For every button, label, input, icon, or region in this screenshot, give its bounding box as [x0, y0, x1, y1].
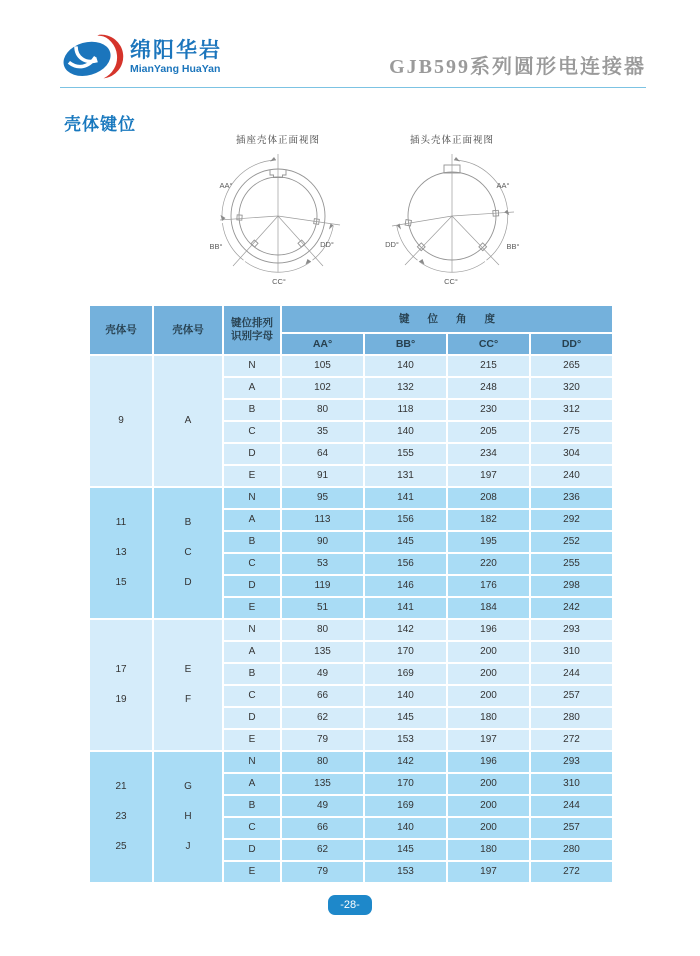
angle-value-cell: 140 — [364, 355, 447, 377]
angle-value-cell: 205 — [447, 421, 530, 443]
angle-value-cell: 80 — [281, 399, 364, 421]
key-position-table — [88, 304, 614, 884]
shell-number-cell — [89, 751, 153, 883]
angle-value-cell: 80 — [281, 751, 364, 773]
angle-value-cell: 272 — [530, 861, 613, 883]
key-letter-cell: E — [223, 861, 281, 883]
angle-value-cell: 310 — [530, 773, 613, 795]
stack-item: B — [184, 517, 192, 528]
angle-value-cell: 169 — [364, 663, 447, 685]
angle-value-cell: 255 — [530, 553, 613, 575]
angle-value-cell: 79 — [281, 729, 364, 751]
angle-value-cell: 62 — [281, 707, 364, 729]
angle-value-cell: 91 — [281, 465, 364, 487]
header-key-arrangement — [223, 305, 281, 355]
angle-value-cell: 280 — [530, 707, 613, 729]
table-row — [89, 751, 613, 773]
header-key-arrangement-line1: 键位排列 — [231, 317, 273, 329]
angle-value-cell: 180 — [447, 707, 530, 729]
key-letter-cell: D — [223, 575, 281, 597]
key-table-body — [89, 355, 613, 883]
angle-value-cell: 320 — [530, 377, 613, 399]
angle-value-cell: 146 — [364, 575, 447, 597]
section-title: 壳体键位 — [64, 115, 136, 134]
angle-value-cell: 155 — [364, 443, 447, 465]
angle-value-cell: 119 — [281, 575, 364, 597]
angle-value-cell: 280 — [530, 839, 613, 861]
angle-value-cell: 49 — [281, 663, 364, 685]
angle-value-cell: 49 — [281, 795, 364, 817]
stack-item: 25 — [115, 841, 127, 852]
angle-value-cell: 252 — [530, 531, 613, 553]
key-letter-cell: C — [223, 553, 281, 575]
key-letter-cell: D — [223, 839, 281, 861]
key-letter-cell: N — [223, 487, 281, 509]
company-logo-icon — [60, 32, 124, 82]
key-position-table-wrap — [88, 304, 614, 884]
key-letter-cell: E — [223, 465, 281, 487]
angle-value-cell: 142 — [364, 751, 447, 773]
angle-value-cell: 131 — [364, 465, 447, 487]
angle-value-cell: 257 — [530, 817, 613, 839]
stack-item: 17 — [115, 664, 127, 675]
angle-value-cell: 53 — [281, 553, 364, 575]
angle-value-cell: 66 — [281, 685, 364, 707]
angle-value-cell: 105 — [281, 355, 364, 377]
logo-text — [130, 39, 222, 76]
angle-value-cell: 169 — [364, 795, 447, 817]
angle-value-cell: 135 — [281, 641, 364, 663]
angle-value-cell: 182 — [447, 509, 530, 531]
angle-value-cell: 145 — [364, 707, 447, 729]
angle-value-cell: 145 — [364, 839, 447, 861]
header-shell-number-1: 壳体号 — [89, 305, 153, 355]
document-title: GJB599系列圆形电连接器 — [389, 56, 646, 78]
angle-value-cell: 200 — [447, 685, 530, 707]
angle-value-cell: 79 — [281, 861, 364, 883]
socket-figure-caption: 插座壳体正面视图 — [235, 135, 320, 146]
angle-value-cell: 132 — [364, 377, 447, 399]
plug-angle-dd-label: DD° — [385, 240, 399, 249]
shell-letter-cell — [153, 355, 223, 487]
angle-value-cell: 176 — [447, 575, 530, 597]
angle-value-cell: 197 — [447, 861, 530, 883]
stack-item: 13 — [115, 547, 127, 558]
key-letter-cell: E — [223, 729, 281, 751]
stack-item: J — [185, 841, 191, 852]
key-letter-cell: A — [223, 377, 281, 399]
angle-value-cell: 156 — [364, 553, 447, 575]
angle-value-cell: 51 — [281, 597, 364, 619]
stack-item: 19 — [115, 694, 127, 705]
angle-value-cell: 141 — [364, 487, 447, 509]
key-letter-cell: D — [223, 707, 281, 729]
key-letter-cell: N — [223, 355, 281, 377]
page-header — [60, 28, 646, 88]
angle-value-cell: 180 — [447, 839, 530, 861]
figures-row — [198, 132, 532, 294]
angle-value-cell: 95 — [281, 487, 364, 509]
key-letter-cell: B — [223, 663, 281, 685]
angle-value-cell: 244 — [530, 663, 613, 685]
angle-value-cell: 200 — [447, 795, 530, 817]
socket-angle-aa-label: AA° — [219, 181, 233, 190]
angle-value-cell: 196 — [447, 751, 530, 773]
angle-value-cell: 265 — [530, 355, 613, 377]
angle-value-cell: 304 — [530, 443, 613, 465]
angle-value-cell: 141 — [364, 597, 447, 619]
header-key-arrangement-line2: 识别字母 — [231, 330, 273, 342]
stack-item: 15 — [115, 577, 127, 588]
stack-item: H — [184, 811, 192, 822]
key-letter-cell: N — [223, 619, 281, 641]
angle-value-cell: 298 — [530, 575, 613, 597]
angle-value-cell: 215 — [447, 355, 530, 377]
key-letter-cell: B — [223, 531, 281, 553]
key-letter-cell: A — [223, 773, 281, 795]
header-angle-cc: CC° — [447, 333, 530, 355]
stack-item: C — [184, 547, 192, 558]
angle-value-cell: 220 — [447, 553, 530, 575]
key-letter-cell: E — [223, 597, 281, 619]
angle-value-cell: 145 — [364, 531, 447, 553]
angle-value-cell: 236 — [530, 487, 613, 509]
angle-value-cell: 292 — [530, 509, 613, 531]
plug-angle-aa-label: AA° — [496, 181, 510, 190]
angle-value-cell: 156 — [364, 509, 447, 531]
angle-value-cell: 208 — [447, 487, 530, 509]
angle-value-cell: 272 — [530, 729, 613, 751]
socket-figure — [198, 132, 358, 294]
angle-value-cell: 293 — [530, 619, 613, 641]
angle-value-cell: 66 — [281, 817, 364, 839]
angle-value-cell: 153 — [364, 861, 447, 883]
angle-value-cell: 200 — [447, 663, 530, 685]
angle-value-cell: 170 — [364, 773, 447, 795]
shell-letter-cell — [153, 751, 223, 883]
stack-item: 11 — [115, 517, 127, 528]
angle-value-cell: 240 — [530, 465, 613, 487]
key-letter-cell: A — [223, 509, 281, 531]
angle-value-cell: 140 — [364, 685, 447, 707]
logo-chinese-name: 绵阳华岩 — [130, 38, 222, 62]
shell-letter-cell — [153, 619, 223, 751]
header-angle-aa: AA° — [281, 333, 364, 355]
angle-value-cell: 200 — [447, 641, 530, 663]
angle-value-cell: 90 — [281, 531, 364, 553]
angle-value-cell: 80 — [281, 619, 364, 641]
stack-item: A — [184, 415, 192, 426]
company-logo — [60, 32, 222, 82]
angle-value-cell: 35 — [281, 421, 364, 443]
angle-value-cell: 197 — [447, 465, 530, 487]
table-row — [89, 487, 613, 509]
angle-value-cell: 140 — [364, 421, 447, 443]
key-letter-cell: B — [223, 399, 281, 421]
angle-value-cell: 153 — [364, 729, 447, 751]
angle-value-cell: 184 — [447, 597, 530, 619]
key-letter-cell: C — [223, 817, 281, 839]
angle-value-cell: 293 — [530, 751, 613, 773]
angle-value-cell: 195 — [447, 531, 530, 553]
plug-figure — [372, 132, 532, 294]
angle-value-cell: 312 — [530, 399, 613, 421]
shell-number-cell — [89, 487, 153, 619]
table-row — [89, 355, 613, 377]
plug-angle-bb-label: BB° — [506, 242, 520, 251]
socket-front-view-diagram — [202, 146, 354, 294]
header-angle-dd: DD° — [530, 333, 613, 355]
header-shell-number-2: 壳体号 — [153, 305, 223, 355]
socket-angle-bb-label: BB° — [209, 242, 223, 251]
stack-item: 23 — [115, 811, 127, 822]
plug-front-view-diagram — [376, 146, 528, 294]
stack-item: G — [184, 781, 192, 792]
angle-value-cell: 142 — [364, 619, 447, 641]
angle-value-cell: 242 — [530, 597, 613, 619]
key-letter-cell: B — [223, 795, 281, 817]
header-angle-bb: BB° — [364, 333, 447, 355]
key-letter-cell: C — [223, 421, 281, 443]
angle-value-cell: 64 — [281, 443, 364, 465]
angle-value-cell: 118 — [364, 399, 447, 421]
angle-value-cell: 135 — [281, 773, 364, 795]
key-letter-cell: A — [223, 641, 281, 663]
angle-value-cell: 102 — [281, 377, 364, 399]
stack-item: F — [184, 694, 192, 705]
plug-figure-caption: 插头壳体正面视图 — [409, 135, 494, 146]
angle-value-cell: 62 — [281, 839, 364, 861]
key-letter-cell: D — [223, 443, 281, 465]
angle-value-cell: 234 — [447, 443, 530, 465]
angle-value-cell: 230 — [447, 399, 530, 421]
angle-value-cell: 140 — [364, 817, 447, 839]
page-number-badge: -28- — [328, 895, 372, 915]
angle-value-cell: 275 — [530, 421, 613, 443]
angle-value-cell: 244 — [530, 795, 613, 817]
key-letter-cell: C — [223, 685, 281, 707]
stack-item: 21 — [115, 781, 127, 792]
stack-item: 9 — [118, 415, 124, 426]
angle-value-cell: 248 — [447, 377, 530, 399]
socket-angle-cc-label: CC° — [272, 277, 286, 286]
table-row — [89, 619, 613, 641]
angle-value-cell: 113 — [281, 509, 364, 531]
angle-value-cell: 200 — [447, 817, 530, 839]
stack-item: E — [184, 664, 192, 675]
socket-angle-dd-label: DD° — [320, 240, 334, 249]
stack-item: D — [184, 577, 192, 588]
table-header — [89, 305, 613, 355]
angle-value-cell: 257 — [530, 685, 613, 707]
shell-number-cell — [89, 619, 153, 751]
angle-value-cell: 197 — [447, 729, 530, 751]
angle-value-cell: 196 — [447, 619, 530, 641]
angle-value-cell: 200 — [447, 773, 530, 795]
shell-letter-cell — [153, 487, 223, 619]
angle-value-cell: 170 — [364, 641, 447, 663]
header-key-angle-group: 键位角度 — [281, 305, 613, 333]
shell-number-cell — [89, 355, 153, 487]
angle-value-cell: 310 — [530, 641, 613, 663]
logo-english-name: MianYang HuaYan — [130, 62, 221, 75]
plug-angle-cc-label: CC° — [444, 277, 458, 286]
key-letter-cell: N — [223, 751, 281, 773]
